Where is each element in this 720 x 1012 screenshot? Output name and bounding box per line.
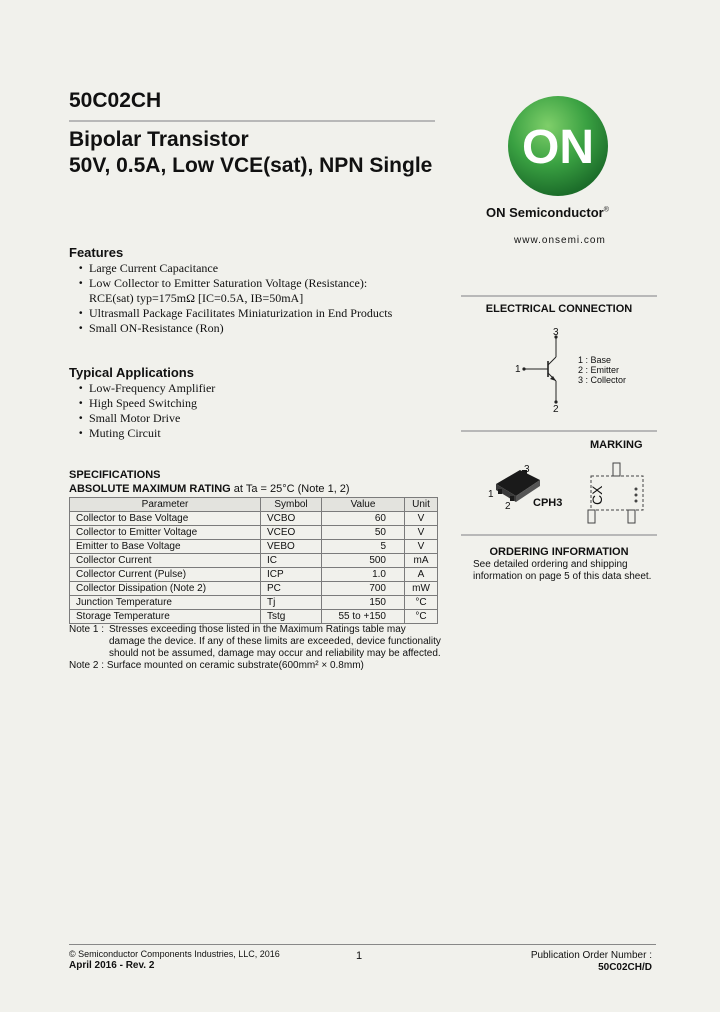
page-number: 1 <box>356 950 363 962</box>
cell-parameter: Collector Current (Pulse) <box>70 568 261 582</box>
package-pin1: 1 <box>488 489 494 500</box>
cell-symbol: VEBO <box>261 540 322 554</box>
list-item: • Small ON-Resistance (Ron) <box>79 321 439 336</box>
package-pin2: 2 <box>505 501 511 512</box>
cell-value: 5 <box>322 540 405 554</box>
table-row <box>70 582 438 596</box>
cell-parameter: Storage Temperature <box>70 610 261 624</box>
list-item: • Low-Frequency Amplifier <box>79 381 379 396</box>
table-row <box>70 512 438 526</box>
cell-value: 700 <box>322 582 405 596</box>
pin-base-label: 1 <box>515 364 521 375</box>
table-row <box>70 554 438 568</box>
cell-unit: V <box>405 526 438 540</box>
cell-parameter: Collector to Base Voltage <box>70 512 261 526</box>
col-value: Value <box>322 498 405 512</box>
ordering-text <box>473 559 651 583</box>
cell-unit: mW <box>405 582 438 596</box>
transistor-symbol <box>512 327 572 417</box>
col-symbol: Symbol <box>261 498 322 512</box>
spec-sub-heading-bold: ABSOLUTE MAXIMUM RATING <box>69 483 231 495</box>
note-1 <box>69 624 441 660</box>
table-row <box>70 540 438 554</box>
divider <box>461 430 657 432</box>
electrical-connection-heading: ELECTRICAL CONNECTION <box>485 303 633 315</box>
cell-symbol: VCBO <box>261 512 322 526</box>
table-header-row <box>70 498 438 512</box>
cell-unit: °C <box>405 610 438 624</box>
cell-value: 1.0 <box>322 568 405 582</box>
spec-sub-heading <box>69 483 350 495</box>
cell-symbol: VCEO <box>261 526 322 540</box>
cell-value: 55 to +150 <box>322 610 405 624</box>
footer-divider <box>69 944 656 945</box>
applications-list <box>79 381 379 441</box>
cell-unit: V <box>405 512 438 526</box>
pin-legend <box>578 355 626 385</box>
cell-value: 500 <box>322 554 405 568</box>
trademark-symbol: ® <box>603 206 609 214</box>
cell-symbol: IC <box>261 554 322 568</box>
spec-table <box>69 497 438 624</box>
on-logo <box>506 94 610 198</box>
divider <box>461 295 657 297</box>
footer-copyright: © Semiconductor Components Industries, LLC, 2016 <box>69 949 280 959</box>
footer-date-rev: April 2016 - Rev. 2 <box>69 960 155 971</box>
cell-value: 50 <box>322 526 405 540</box>
legend-collector: 3 : Collector <box>578 375 627 385</box>
legend-base: 1 : Base <box>578 355 612 365</box>
table-row <box>70 610 438 624</box>
cell-parameter: Collector to Emitter Voltage <box>70 526 261 540</box>
title-line-2: 50V, 0.5A, Low VCE(sat), NPN Single <box>69 154 433 177</box>
specifications-heading: SPECIFICATIONS <box>69 469 161 481</box>
cell-parameter: Collector Dissipation (Note 2) <box>70 582 261 596</box>
list-item: • Ultrasmall Package Facilitates Miniaturization in End Products <box>79 306 439 321</box>
title-line-1: Bipolar Transistor <box>69 128 249 151</box>
applications-heading: Typical Applications <box>69 365 194 380</box>
marking-heading: MARKING <box>590 439 643 451</box>
ordering-text-line-1: See detailed ordering and shipping <box>473 559 628 570</box>
part-number: 50C02CH <box>69 89 162 112</box>
list-item: • High Speed Switching <box>79 396 379 411</box>
cell-value: 60 <box>322 512 405 526</box>
company-name <box>486 205 609 220</box>
cell-unit: V <box>405 540 438 554</box>
list-item-text: Low Collector to Emitter Saturation Voltage (Resistance): <box>89 276 368 290</box>
cell-symbol: Tstg <box>261 610 322 624</box>
features-list <box>79 261 439 336</box>
cell-symbol: ICP <box>261 568 322 582</box>
divider <box>461 534 657 536</box>
package-pin3: 3 <box>524 464 530 475</box>
cell-unit: mA <box>405 554 438 568</box>
cell-symbol: Tj <box>261 596 322 610</box>
note-1-label: Note 1 : <box>69 624 105 635</box>
features-heading: Features <box>69 245 124 260</box>
list-item: • Muting Circuit <box>79 426 379 441</box>
cell-parameter: Junction Temperature <box>70 596 261 610</box>
pub-order-number: 50C02CH/D <box>598 962 652 973</box>
header-divider <box>69 120 435 122</box>
note-2 <box>69 660 441 672</box>
table-row <box>70 526 438 540</box>
package-name: CPH3 <box>533 497 563 509</box>
pin-emitter-label: 2 <box>553 404 559 415</box>
col-unit: Unit <box>405 498 438 512</box>
list-item <box>79 276 439 306</box>
table-row <box>70 596 438 610</box>
col-parameter: Parameter <box>70 498 261 512</box>
note-2-label: Note 2 : <box>69 660 105 671</box>
cell-value: 150 <box>322 596 405 610</box>
cell-unit: °C <box>405 596 438 610</box>
table-row <box>70 568 438 582</box>
cell-parameter: Collector Current <box>70 554 261 568</box>
list-item: • Small Motor Drive <box>79 411 379 426</box>
cell-parameter: Emitter to Base Voltage <box>70 540 261 554</box>
logo-text: ON <box>522 121 594 174</box>
note-2-text: Surface mounted on ceramic substrate(600mm² × 0.8mm) <box>106 660 364 671</box>
ordering-text-line-2: information on page 5 of this data sheet. <box>473 571 652 582</box>
ordering-heading: ORDERING INFORMATION <box>489 546 629 558</box>
page-title <box>69 127 432 179</box>
feature-sub-line: RCE(sat) typ=175mΩ [IC=0.5A, IB=50mA] <box>89 291 304 305</box>
legend-emitter: 2 : Emitter <box>578 365 620 375</box>
company-text: ON Semiconductor <box>486 205 604 220</box>
cell-unit: A <box>405 568 438 582</box>
pub-order-label: Publication Order Number : <box>530 950 652 961</box>
cell-symbol: PC <box>261 582 322 596</box>
list-item: • Large Current Capacitance <box>79 261 439 276</box>
note-1-text: Stresses exceeding those listed in the Maximum Ratings table may damage the device. If any of these limits are exceeded, device functionality should not be assumed, damage may occur and reliability may be affected. <box>109 624 441 659</box>
website-link[interactable]: www.onsemi.com <box>514 235 606 246</box>
pin-collector-label: 3 <box>553 327 559 338</box>
marking-code: CX <box>589 485 605 505</box>
spec-sub-heading-rest: at Ta = 25°C (Note 1, 2) <box>233 483 350 495</box>
